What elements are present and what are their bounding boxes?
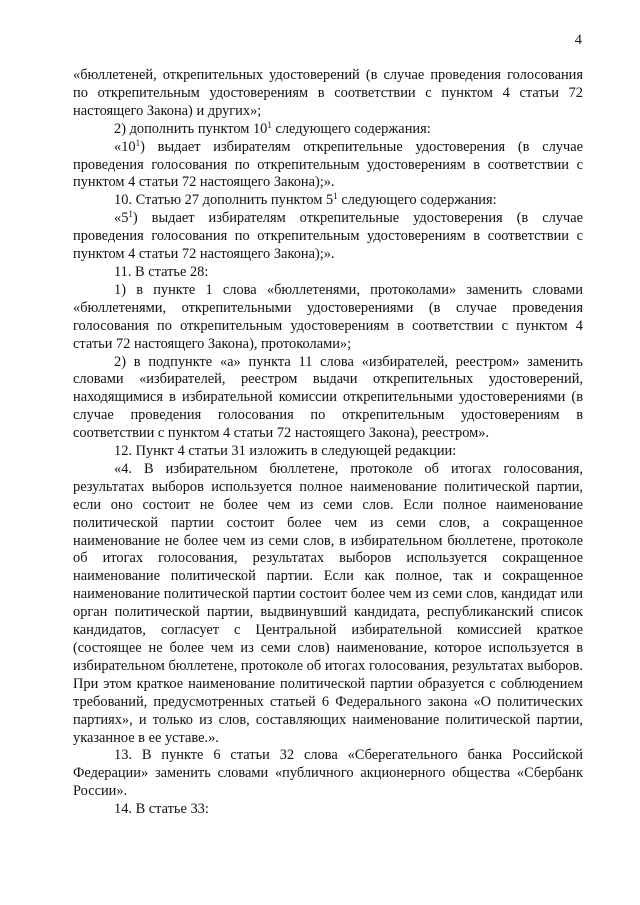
paragraph-text: ) выдает избирателям открепительные удостоверения (в случае проведения голосования по открепительным удостоверениям в соответствии с пунктом 4 статьи 72 настоящего Закона);». [73,138,583,191]
paragraph [73,121,583,139]
paragraph: 2) в подпункте «а» пункта 11 слова «избирателей, реестром» заменить словами «избирателей, реестром выдачи открепительных удостоверений, находящимися в избирательной комиссии открепительными удостоверениями (в случае проведения голосования по открепительным удостоверениям в соответствии с пунктом 4 статьи 72 настоящего Закона), реестром». [73,353,583,442]
paragraph: 1) в пункте 1 слова «бюллетенями, протоколами» заменить словами «бюллетенями, открепительными удостоверениями (в случае проведения голосования по открепительным удостоверениям в соответствии с пунктом 4 статьи 72 настоящего Закона), протоколами»; [73,281,583,352]
superscript: 1 [333,191,338,202]
paragraph: 12. Пункт 4 статьи 31 изложить в следующей редакции: [114,443,457,460]
document-body [73,67,583,819]
paragraph: 14. В статье 33: [114,801,209,818]
paragraph-text: следующего содержания: [337,192,497,209]
superscript: 1 [267,119,272,130]
paragraph-text: 2) дополнить пунктом 10 [114,120,268,137]
paragraph-text: ) выдает избирателям открепительные удостоверения (в случае проведения голосования по открепительным удостоверениям в соответствии с пунктом 4 статьи 72 настоящего Закона);». [73,210,583,263]
paragraph [73,139,583,193]
paragraph: «бюллетеней, открепительных удостоверений (в случае проведения голосования по открепительным удостоверениям в соответствии с пунктом 4 статьи 72 настоящего Закона) и других»; [73,67,583,119]
paragraph-text: следующего содержания: [271,120,431,137]
paragraph [73,210,583,264]
paragraph: 13. В пункте 6 статьи 32 слова «Сберегательного банка Российской Федерации» заменить словами «публичного акционерного общества «Сбербанк России». [73,747,583,800]
paragraph: 11. В статье 28: [114,263,209,280]
paragraph-text: 10. Статью 27 дополнить пунктом 5 [114,192,334,209]
paragraph [73,192,583,210]
paragraph: «4. В избирательном бюллетене, протоколе об итогах голосования, результатах выборов используется полное наименование политической партии, если оно состоит не более чем из семи слов. Если полное наименование политической партии состоит более чем из семи слов, а сокращенное наименование не более чем из семи слов, в избирательном бюллетене, протоколе об итогах голосования, результатах выборов используется сокращенное наименование политической партии. Если как полное, так и сокращенное наименование политической партии состоит более чем из семи слов, кандидат или орган политической партии, выдвинувший кандидата, республиканский список кандидатов, согласует с Центральной избирательной комиссией краткое (состоящее не более чем из семи слов) наименование, которое используется в избирательном бюллетене, протоколе об итогах голосования, результатах выборов. При этом краткое наименование политической партии образуется с соблюдением требований, предусмотренных статьей 6 Федерального закона «О политических партиях», и только из слов, составляющих наименование политической партии, указанное в ее уставе.». [73,460,583,746]
page-number: 4 [574,32,582,48]
paragraph-text: «5 [114,210,129,227]
paragraph-text: «10 [114,138,136,155]
superscript: 1 [128,209,133,220]
superscript: 1 [135,137,141,148]
